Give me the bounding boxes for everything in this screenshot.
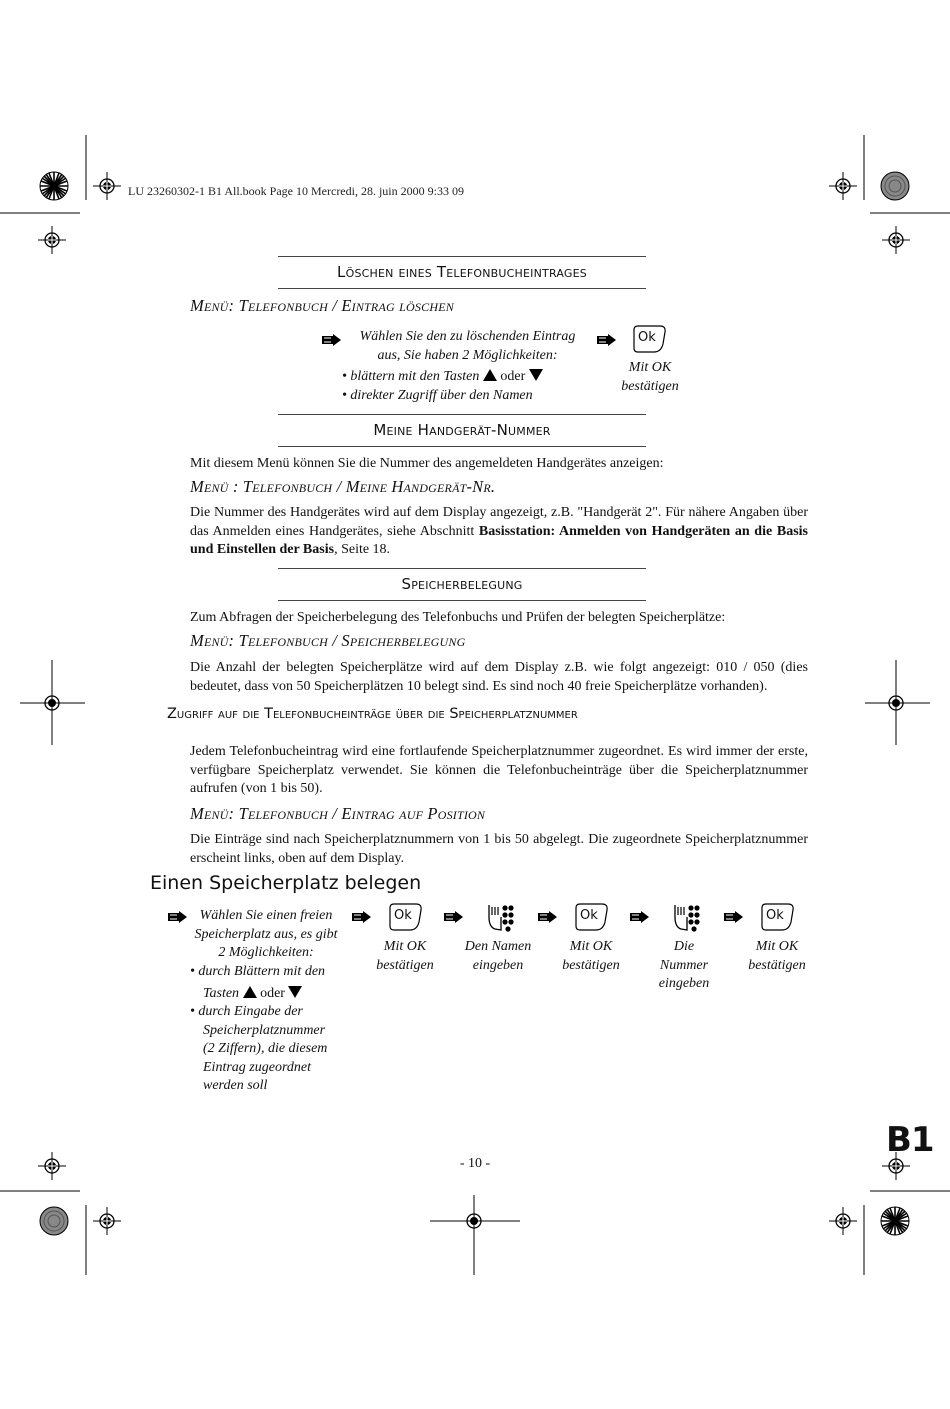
arrow-up-icon bbox=[483, 369, 497, 381]
list-item-cont: werden soll bbox=[203, 1078, 268, 1093]
list-item: • direkter Zugriff über den Namen bbox=[342, 388, 533, 403]
step-caption: Mit OK bestätigen bbox=[376, 939, 434, 973]
ok-key-label: Ok bbox=[394, 908, 412, 923]
step-arrow-icon bbox=[168, 911, 188, 923]
ok-key-icon bbox=[386, 902, 424, 932]
section-intro: Jedem Telefonbucheintrag wird eine fortlaufende Speicherplatznummer zugeordnet. Es wird immer der erste, verfügbare Speicherplatz verwendet. Sie können die Telefonbucheinträge über die Speicherplatznummer aufrufen (von 1 bis 50). bbox=[190, 744, 808, 796]
arrow-down-icon bbox=[288, 986, 302, 998]
chapter-tab: B1 bbox=[886, 1120, 934, 1160]
instruction-line: Wählen Sie einen freien bbox=[199, 908, 333, 923]
list-item: • blättern mit den Tasten oder bbox=[342, 367, 543, 386]
list-item-cont: Tasten oder bbox=[190, 985, 350, 1004]
bullet-list bbox=[190, 963, 350, 1096]
ok-key-icon bbox=[630, 324, 668, 354]
instruction-line: Speicherplatz aus, es gibt bbox=[194, 926, 338, 942]
heading-speicherplatz-belegen: Einen Speicherplatz belegen bbox=[150, 872, 422, 894]
print-header: LU 23260302-1 B1 All.book Page 10 Mercredi, 28. juin 2000 9:33 09 bbox=[128, 184, 464, 198]
section-intro: Zum Abfragen der Speicherbelegung des Telefonbuchs und Prüfen der belegten Speicherplätze: bbox=[190, 610, 726, 625]
step-arrow-icon bbox=[538, 911, 558, 923]
lead-instruction bbox=[186, 907, 346, 963]
step-arrow-icon bbox=[352, 911, 372, 923]
section-title-speicherbelegung: Speicherbelegung bbox=[278, 568, 646, 601]
keypad-icon bbox=[485, 903, 515, 933]
list-item: • durch Eingabe der bbox=[190, 1004, 303, 1019]
step-arrow-icon bbox=[444, 911, 464, 923]
list-item-cont: Speicherplatznummer bbox=[203, 1022, 326, 1038]
ok-key-label: Ok bbox=[638, 330, 656, 345]
instruction-text bbox=[330, 328, 605, 365]
body-text: Die Nummer des Handgerätes wird auf dem Display angezeigt, z.B. "Handgerät 2". Für nähere Angaben über das Anmelden eines Handgerätes, siehe Abschnitt bbox=[190, 505, 808, 539]
menu-path-loeschen: Menü: Telefonbuch / Eintrag löschen bbox=[190, 296, 454, 315]
section-title-loeschen: Löschen eines Telefonbucheintrages bbox=[278, 256, 646, 289]
menu-path-speicherbelegung: Menü: Telefonbuch / Speicherbelegung bbox=[190, 631, 466, 650]
step-caption: Mit OK bestätigen bbox=[748, 939, 806, 973]
instruction-line: 2 Möglichkeiten: bbox=[218, 945, 314, 960]
step-arrow-icon bbox=[724, 911, 744, 923]
menu-path-handgeraet-nummer: Menü : Telefonbuch / Meine Handgerät-Nr. bbox=[190, 477, 496, 496]
caption-line: bestätigen bbox=[621, 378, 679, 394]
ok-caption bbox=[600, 359, 700, 396]
section-body: Die Anzahl der belegten Speicherplätze wird auf dem Display z.B. wie folgt angezeigt: 010 / 050 (dies bedeutet, dass von 50 Speicherplätzen 10 belegt sind. Es sind noch 40 freie Speicherplätze vorhanden). bbox=[190, 660, 808, 694]
body-text: , Seite 18. bbox=[334, 542, 391, 557]
page-number: - 10 - bbox=[459, 1156, 491, 1171]
menu-path-eintrag-auf-position: Menü: Telefonbuch / Eintrag auf Position bbox=[190, 804, 486, 823]
keypad-icon bbox=[671, 903, 701, 933]
arrow-down-icon bbox=[529, 369, 543, 381]
section-intro: Mit diesem Menü können Sie die Nummer des angemeldeten Handgerätes anzeigen: bbox=[190, 456, 664, 471]
ok-key-label: Ok bbox=[580, 908, 598, 923]
caption-line: Mit OK bbox=[628, 360, 672, 375]
section-title-zugriff: Zugriff auf die Telefonbucheinträge über die Speicherplatznummer bbox=[167, 706, 578, 722]
cross-reference: Basisstation: Anmelden von Handgeräten an die Basis und Einstellen der Basis bbox=[190, 523, 808, 557]
step-caption: Mit OK bestätigen bbox=[562, 939, 620, 973]
ok-key-icon bbox=[758, 902, 796, 932]
list-item: • durch Blättern mit den bbox=[190, 964, 326, 979]
list-item-cont: (2 Ziffern), die diesem bbox=[203, 1041, 328, 1056]
section-body: Die Einträge sind nach Speicherplatznummern von 1 bis 50 abgelegt. Die zugeordnete Speicherplatznummer erscheint links, oben auf dem Display. bbox=[190, 832, 808, 866]
section-body bbox=[190, 504, 808, 560]
ok-key-label: Ok bbox=[766, 908, 784, 923]
arrow-up-icon bbox=[243, 986, 257, 998]
step-arrow-icon bbox=[597, 334, 617, 346]
ok-key-icon bbox=[572, 902, 610, 932]
step-caption: Die Nummer eingeben bbox=[658, 939, 710, 991]
step-arrow-icon bbox=[630, 911, 650, 923]
bullet-list bbox=[342, 367, 543, 405]
step-caption: Den Namen eingeben bbox=[464, 939, 532, 973]
instruction-line: aus, Sie haben 2 Möglichkeiten: bbox=[377, 347, 558, 363]
section-title-handgeraet-nummer: Meine Handgerät-Nummer bbox=[278, 414, 646, 447]
instruction-line: Wählen Sie den zu löschenden Eintrag bbox=[359, 329, 576, 344]
list-item-cont: Eintrag zugeordnet bbox=[203, 1059, 311, 1075]
